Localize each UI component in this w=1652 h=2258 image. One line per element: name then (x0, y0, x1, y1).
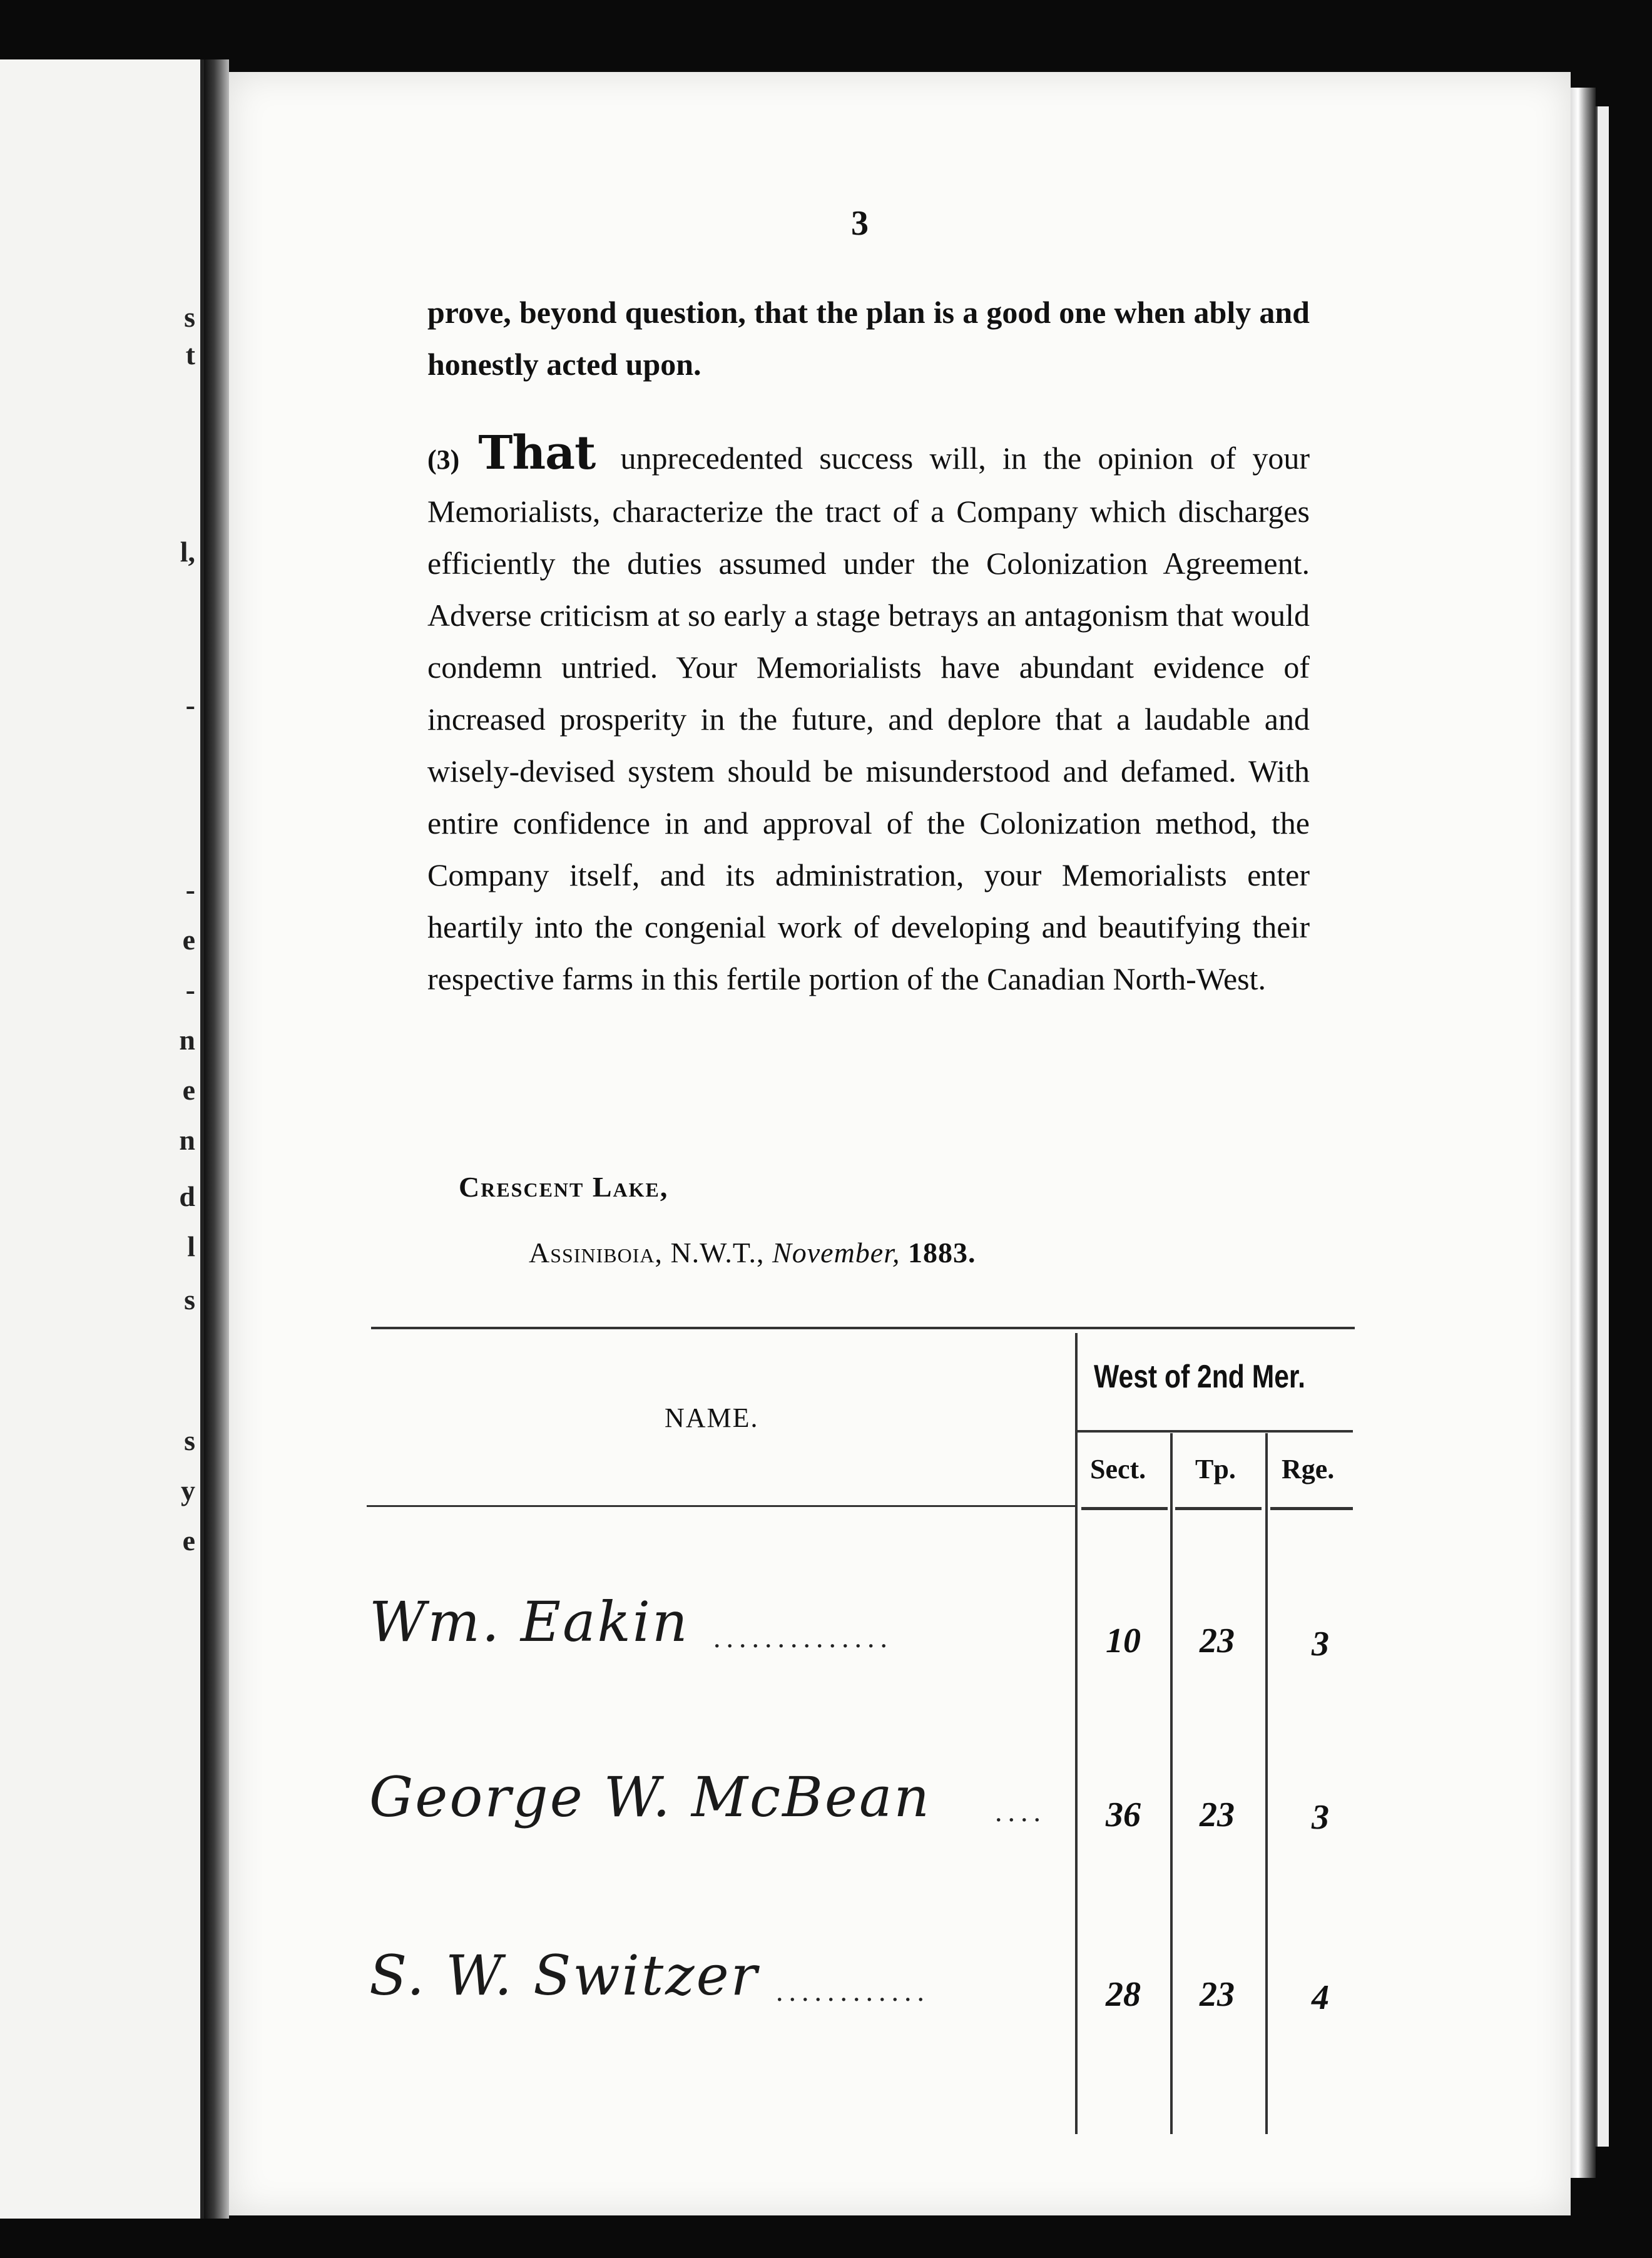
row-sect: 36 (1106, 1796, 1141, 1834)
book-gutter (204, 59, 229, 2219)
row-tp: 23 (1200, 1622, 1235, 1660)
table-col-rule-sect (1170, 1433, 1173, 2134)
left-fragment: - (185, 874, 195, 906)
table-col-rule-tp (1265, 1433, 1268, 2134)
left-fragment: e (182, 1074, 195, 1106)
left-fragment: n (179, 1124, 195, 1156)
place-line-2 (529, 1236, 976, 1269)
table-header-rule-sect (1081, 1507, 1168, 1510)
left-fragment: s (184, 301, 195, 333)
place-name: Assiniboia, N.W.T., (529, 1237, 765, 1269)
sect-column-header: Sect. (1090, 1454, 1146, 1484)
row-rge: 3 (1312, 1798, 1329, 1837)
table-top-rule (371, 1327, 1355, 1329)
row-rge: 3 (1312, 1625, 1329, 1663)
place-line-1: Crescent Lake, (459, 1171, 669, 1203)
table-header-rule-tp (1175, 1507, 1262, 1510)
signature-name: S. W. Switzer (369, 1943, 759, 2008)
paragraph-text: unprecedented success will, in the opinion of your Memorialists, characterize the tract of a Company which discharges efficiently the duties assumed under the Colonization Agreement. Adverse criticism at so early a stage betrays an antagonism that would condemn untried. Your Memorialists have abundant evidence of increased prosperity in the future, and deplore that a laudable and wisely-devised system should be misunderstood and defamed. With entire confidence in and approval of the Colonization method, the Company itself, and its administration, your Memorialists enter heartily into the congenial work of developing and beautifying their respective farms in this fertile portion of the Canadian North-West. (427, 441, 1310, 996)
paragraph-3 (427, 427, 1310, 1005)
left-fragment: l (187, 1230, 195, 1262)
table-group-rule (1078, 1430, 1353, 1433)
left-fragment: d (179, 1180, 195, 1212)
signature-name: Wm. Eakin (369, 1590, 690, 1654)
row-tp: 23 (1200, 1796, 1235, 1834)
left-fragment: - (185, 974, 195, 1006)
left-fragment: n (179, 1024, 195, 1056)
signature-name: George W. McBean (369, 1765, 932, 1829)
dot-leader: .... (995, 1796, 1046, 1827)
meridian-group-header: West of 2nd Mer. (1094, 1359, 1306, 1395)
left-fragment: e (182, 924, 195, 956)
page-edge-back (1596, 106, 1609, 2147)
dot-leader: ............ (776, 1975, 930, 2007)
blackletter-lead-word: That (478, 426, 596, 480)
table-col-rule-name (1075, 1333, 1078, 2134)
row-sect: 10 (1106, 1622, 1141, 1660)
left-fragment: s (184, 1284, 195, 1315)
name-column-header: NAME. (665, 1402, 759, 1433)
row-sect: 28 (1106, 1975, 1141, 2014)
tp-column-header: Tp. (1195, 1454, 1236, 1484)
dot-leader: .............. (713, 1622, 893, 1653)
place-year: 1883. (908, 1237, 976, 1269)
page-sheet (229, 72, 1571, 2215)
left-fragment: t (185, 339, 195, 370)
left-fragment: e (182, 1525, 195, 1556)
left-page-sliver (0, 59, 204, 2219)
left-fragment: - (185, 689, 195, 721)
left-fragment: y (181, 1474, 195, 1506)
left-fragment: s (184, 1424, 195, 1456)
page-number: 3 (851, 204, 869, 243)
row-tp: 23 (1200, 1975, 1235, 2014)
paragraph-number: (3) (427, 444, 460, 475)
row-rge: 4 (1312, 1978, 1329, 2017)
table-header-rule (367, 1505, 1076, 1507)
left-fragment: l, (180, 536, 195, 568)
paragraph-continuation: prove, beyond question, that the plan is a good one when ably and honestly acted upon. (427, 295, 1310, 382)
rge-column-header: Rge. (1282, 1454, 1335, 1484)
page-edge (1571, 88, 1596, 2178)
place-month: November, (772, 1237, 900, 1269)
table-header-rule-rge (1270, 1507, 1353, 1510)
